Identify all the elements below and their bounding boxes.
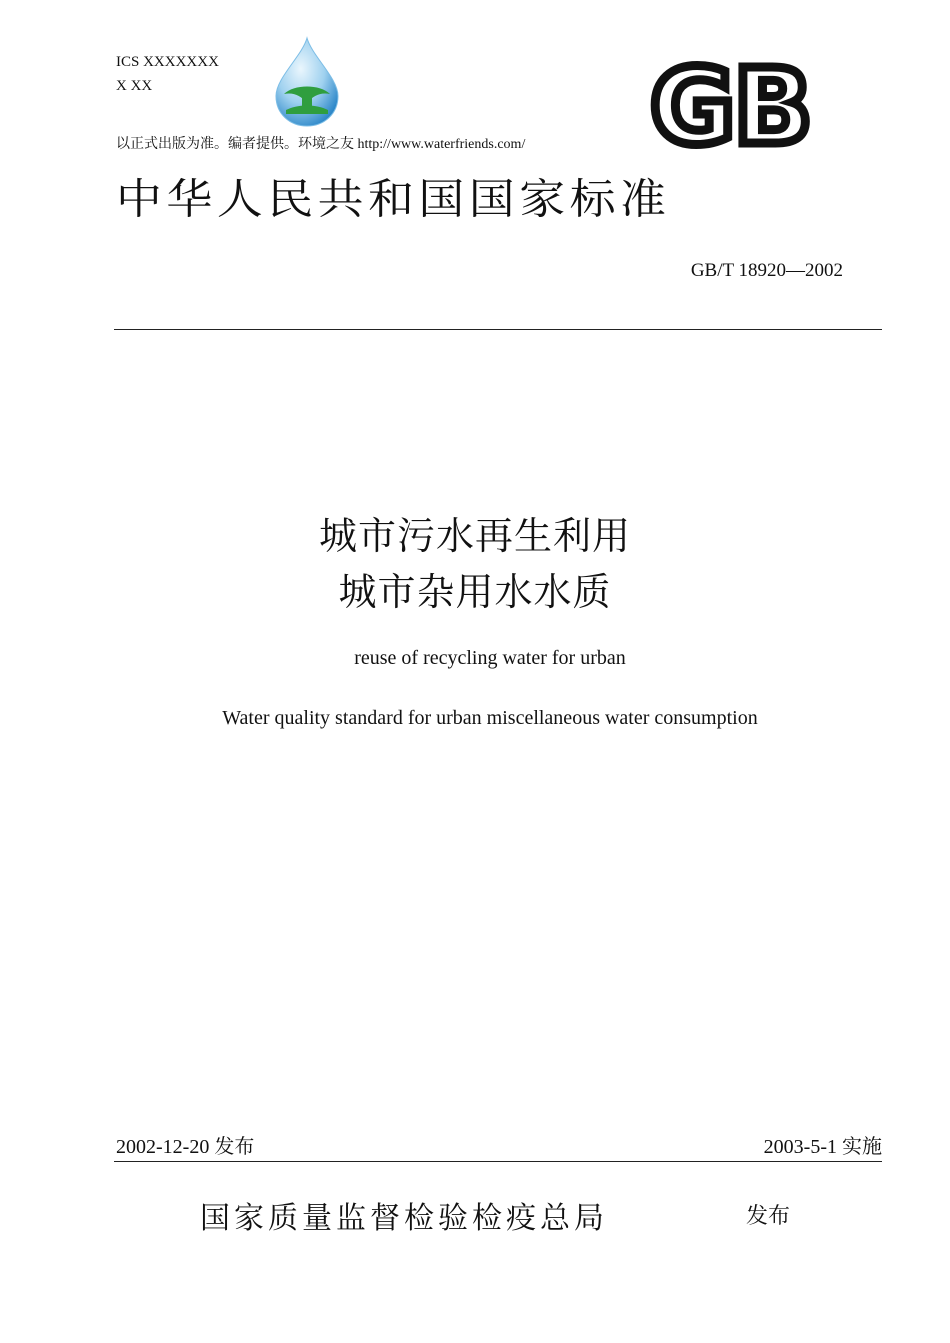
title-cn-line-1: 城市污水再生利用	[318, 514, 631, 558]
title-en-line-1: reuse of recycling water for urban	[354, 647, 626, 669]
top-divider	[114, 329, 882, 330]
title-en-line-2: Water quality standard for urban miscellaneous water consumption	[222, 707, 758, 729]
title-cn-line-2: 城市杂用水水质	[338, 570, 612, 614]
ics-code	[116, 50, 219, 98]
gb-logo-text: GB	[650, 57, 811, 153]
issuer-name: 国家质量监督检验检疫总局	[200, 1201, 608, 1236]
issue-date: 2002-12-20 发布	[116, 1136, 255, 1158]
standard-code: GB/T 18920—2002	[690, 260, 843, 281]
source-note: 以正式出版为准。编者提供。环境之友 http://www.waterfriends.com/	[116, 137, 526, 152]
standard-name: 中华人民共和国国家标准	[116, 173, 671, 224]
gb-logo	[650, 57, 830, 153]
issuer-issue-word: 发布	[746, 1204, 791, 1229]
water-drop-logo	[272, 36, 342, 128]
bottom-divider	[114, 1161, 882, 1162]
effective-date: 2003-5-1 实施	[763, 1136, 882, 1158]
ics-line-2: X XX	[116, 78, 153, 94]
ics-line-1: ICS XXXXXXX	[116, 54, 219, 70]
